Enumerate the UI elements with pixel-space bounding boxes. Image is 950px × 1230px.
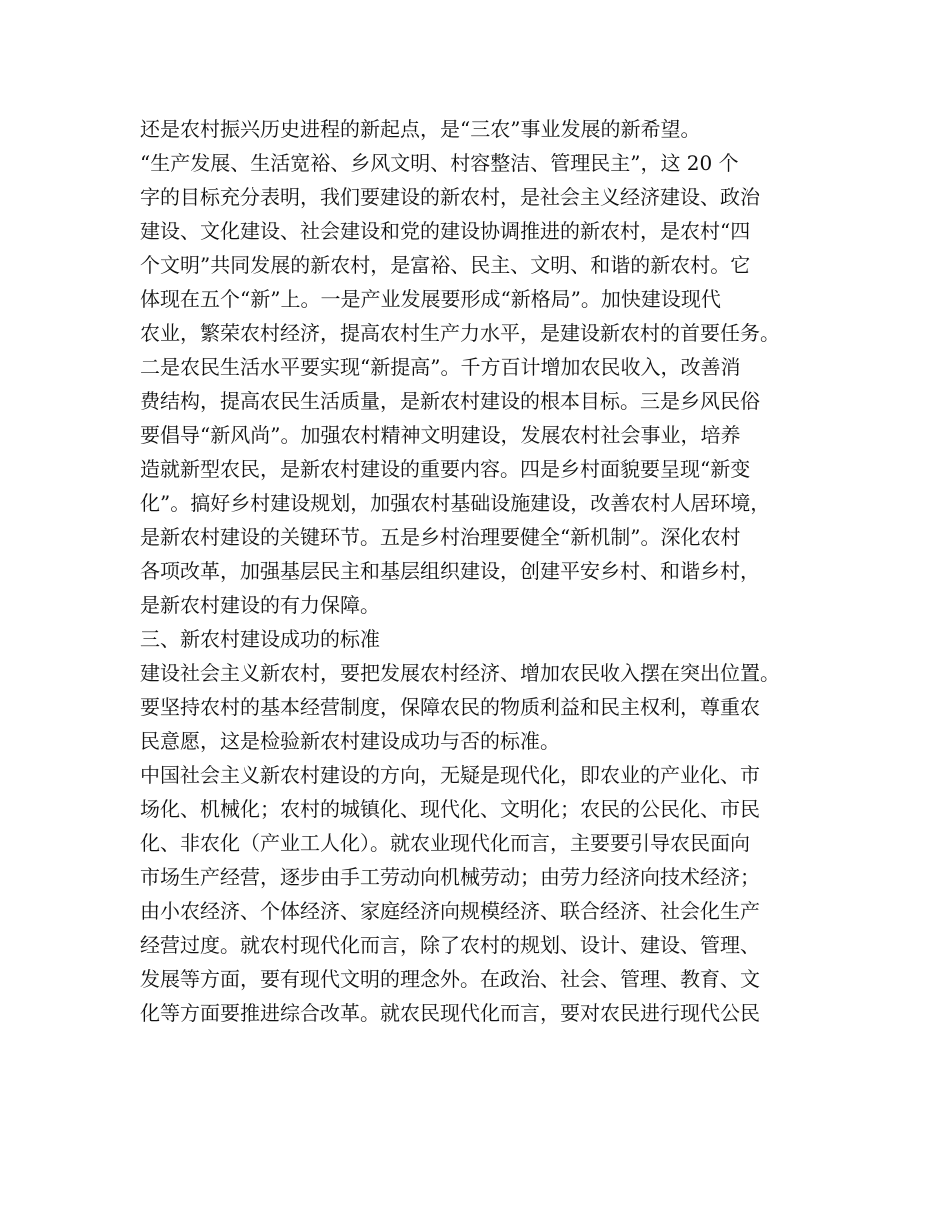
text-line: 建设社会主义新农村，要把发展农村经济、增加农民收入摆在突出位置。 <box>140 661 780 685</box>
text-line: 民意愿，这是检验新农村建设成功与否的标准。 <box>140 729 560 753</box>
text-line: 化等方面要推进综合改革。就农民现代化而言，要对农民进行现代公民 <box>140 1001 760 1025</box>
text-line: 二是农民生活水平要实现“新提高”。千方百计增加农民收入，改善消 <box>140 355 741 379</box>
text-line: 发展等方面，要有现代文明的理念外。在政治、社会、管理、教育、文 <box>140 967 760 991</box>
text-line: 要坚持农村的基本经营制度，保障农民的物质利益和民主权利，尊重农 <box>140 695 760 719</box>
text-line: 建设、文化建设、社会建设和党的建设协调推进的新农村，是农村“四 <box>140 219 751 243</box>
text-line: 农业，繁荣农村经济，提高农村生产力水平，是建设新农村的首要任务。 <box>140 321 780 345</box>
text-line: 体现在五个“新”上。一是产业发展要形成“新格局”。加快建设现代 <box>140 287 721 311</box>
text-line: “生产发展、生活宽裕、乡风文明、村容整洁、管理民主”，这 20 个 <box>140 151 739 175</box>
text-line: 费结构，提高农民生活质量，是新农村建设的根本目标。三是乡风民俗 <box>140 389 760 413</box>
text-line: 要倡导“新风尚”。加强农村精神文明建设，发展农村社会事业，培养 <box>140 423 741 447</box>
text-line: 造就新型农民，是新农村建设的重要内容。四是乡村面貌要呈现“新变 <box>140 457 751 481</box>
text-line: 经营过度。就农村现代化而言，除了农村的规划、设计、建设、管理、 <box>140 933 760 957</box>
text-line: 由小农经济、个体经济、家庭经济向规模经济、联合经济、社会化生产 <box>140 899 760 923</box>
document-body <box>140 112 830 1030</box>
text-line: 市场生产经营，逐步由手工劳动向机械劳动；由劳力经济向技术经济； <box>140 865 760 889</box>
text-line: 中国社会主义新农村建设的方向，无疑是现代化，即农业的产业化、市 <box>140 763 760 787</box>
text-line: 是新农村建设的有力保障。 <box>140 593 380 617</box>
text-line: 化、非农化（产业工人化）。就农业现代化而言，主要要引导农民面向 <box>140 831 750 855</box>
text-line: 是新农村建设的关键环节。五是乡村治理要健全“新机制”。深化农村 <box>140 525 741 549</box>
text-line: 化”。搞好乡村建设规划，加强农村基础设施建设，改善农村人居环境， <box>140 491 771 515</box>
text-line: 字的目标充分表明，我们要建设的新农村，是社会主义经济建设、政治 <box>140 185 760 209</box>
text-line: 各项改革，加强基层民主和基层组织建设，创建平安乡村、和谐乡村， <box>140 559 760 583</box>
text-line: 场化、机械化；农村的城镇化、现代化、文明化；农民的公民化、市民 <box>140 797 760 821</box>
text-line: 个文明”共同发展的新农村，是富裕、民主、文明、和谐的新农村。它 <box>140 253 751 277</box>
section-heading: 三、新农村建设成功的标准 <box>140 627 380 651</box>
text-line: 还是农村振兴历史进程的新起点，是“三农”事业发展的新希望。 <box>140 117 701 141</box>
